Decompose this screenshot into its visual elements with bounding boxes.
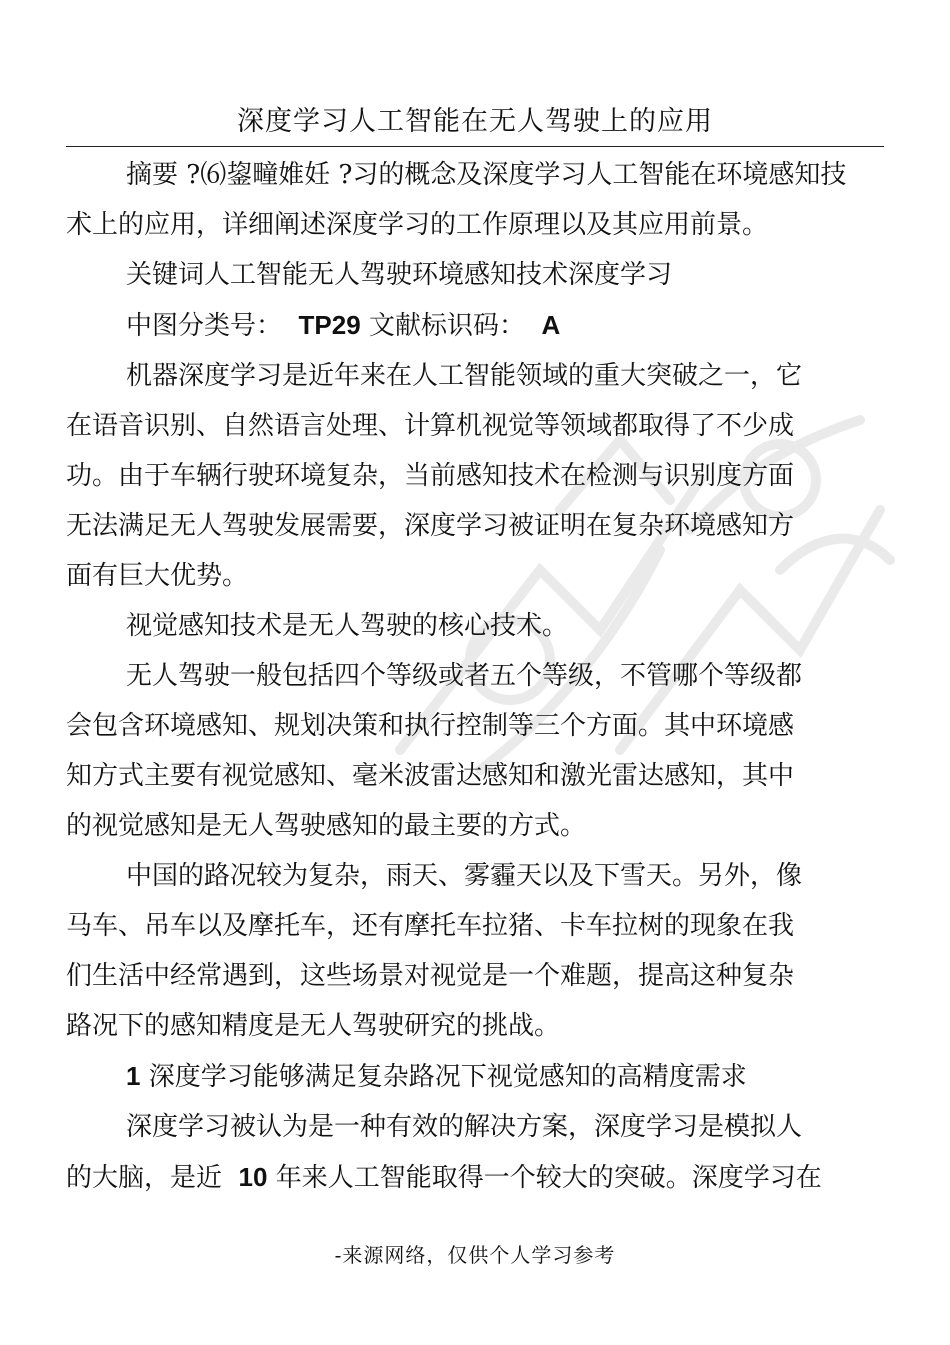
page-footer: -来源网络，仅供个人学习参考: [334, 1243, 616, 1267]
classification-label: 中图分类号：: [126, 311, 283, 341]
abstract-line-1: 摘要 ?⑹鋆疃婎妊 ?习的概念及深度学习人工智能在环境感知技: [126, 160, 847, 190]
section-number: 1: [126, 1061, 141, 1091]
abstract-line-2: 术上的应用，详细阐述深度学习的工作原理以及其应用前景。: [66, 210, 769, 240]
paragraph-1-line: 无法满足无人驾驶发展需要，深度学习被证明在复杂环境感知方: [66, 511, 795, 541]
paragraph-2-line: 视觉感知技术是无人驾驶的核心技术。: [126, 611, 569, 641]
paragraph-5-line-1: 深度学习被认为是一种有效的解决方案，深度学习是模拟人: [126, 1112, 803, 1142]
paragraph-3-line: 会包含环境感知、规划决策和执行控制等三个方面。其中环境感: [66, 711, 795, 741]
paragraph-4-line: 们生活中经常遇到，这些场景对视觉是一个难题，提高这种复杂: [66, 961, 795, 991]
paragraph-1-line: 功。由于车辆行驶环境复杂，当前感知技术在检测与识别度方面: [66, 461, 795, 491]
paragraph-2: [66, 601, 856, 651]
paragraph-1-line: 面有巨大优势。: [66, 561, 249, 591]
paragraph-1-line: 机器深度学习是近年来在人工智能领域的重大突破之一，它: [126, 361, 803, 391]
document-body: [66, 150, 856, 1203]
section-heading-text: 深度学习能够满足复杂路况下视觉感知的高精度需求: [148, 1062, 747, 1092]
abstract-paragraph: [66, 150, 856, 250]
paragraph-3-line: 的视觉感知是无人驾驶感知的最主要的方式。: [66, 811, 587, 841]
paragraph-3-line: 知方式主要有视觉感知、毫米波雷达感知和激光雷达感知，其中: [66, 761, 795, 791]
paragraph-1-line: 在语音识别、自然语言处理、计算机视觉等领域都取得了不少成: [66, 411, 795, 441]
classification-line: [66, 300, 856, 351]
section-heading-line: [66, 1051, 856, 1102]
paragraph-4-line: 马车、吊车以及摩托车，还有摩托车拉猪、卡车拉树的现象在我: [66, 911, 795, 941]
keywords-paragraph: [66, 250, 856, 300]
paragraph-5-line-2-pre: 的大脑，是近: [66, 1163, 223, 1193]
paragraph-5: [66, 1102, 856, 1203]
doc-code-value: A: [541, 310, 561, 340]
paragraph-3: [66, 651, 856, 851]
doc-code-label: 文献标识码：: [368, 311, 525, 341]
title-divider: [66, 146, 884, 147]
keywords-line: 关键词人工智能无人驾驶环境感知技术深度学习: [126, 260, 673, 290]
paragraph-4-line: 中国的路况较为复杂，雨天、雾霾天以及下雪天。另外，像: [126, 861, 803, 891]
paragraph-1: [66, 351, 856, 601]
classification-paragraph: [66, 300, 856, 351]
paragraph-3-line: 无人驾驶一般包括四个等级或者五个等级，不管哪个等级都: [126, 661, 803, 691]
paragraph-5-number: 10: [238, 1162, 268, 1192]
paragraph-4-line: 路况下的感知精度是无人驾驶研究的挑战。: [66, 1011, 561, 1041]
paragraph-5-line-2: [66, 1152, 856, 1203]
document-title: 深度学习人工智能在无人驾驶上的应用: [237, 106, 713, 137]
classification-value: TP29: [298, 310, 361, 340]
section-1-heading: [66, 1051, 856, 1102]
paragraph-5-line-2-post: 年来人工智能取得一个较大的突破。深度学习在: [275, 1163, 822, 1193]
paragraph-4: [66, 851, 856, 1051]
